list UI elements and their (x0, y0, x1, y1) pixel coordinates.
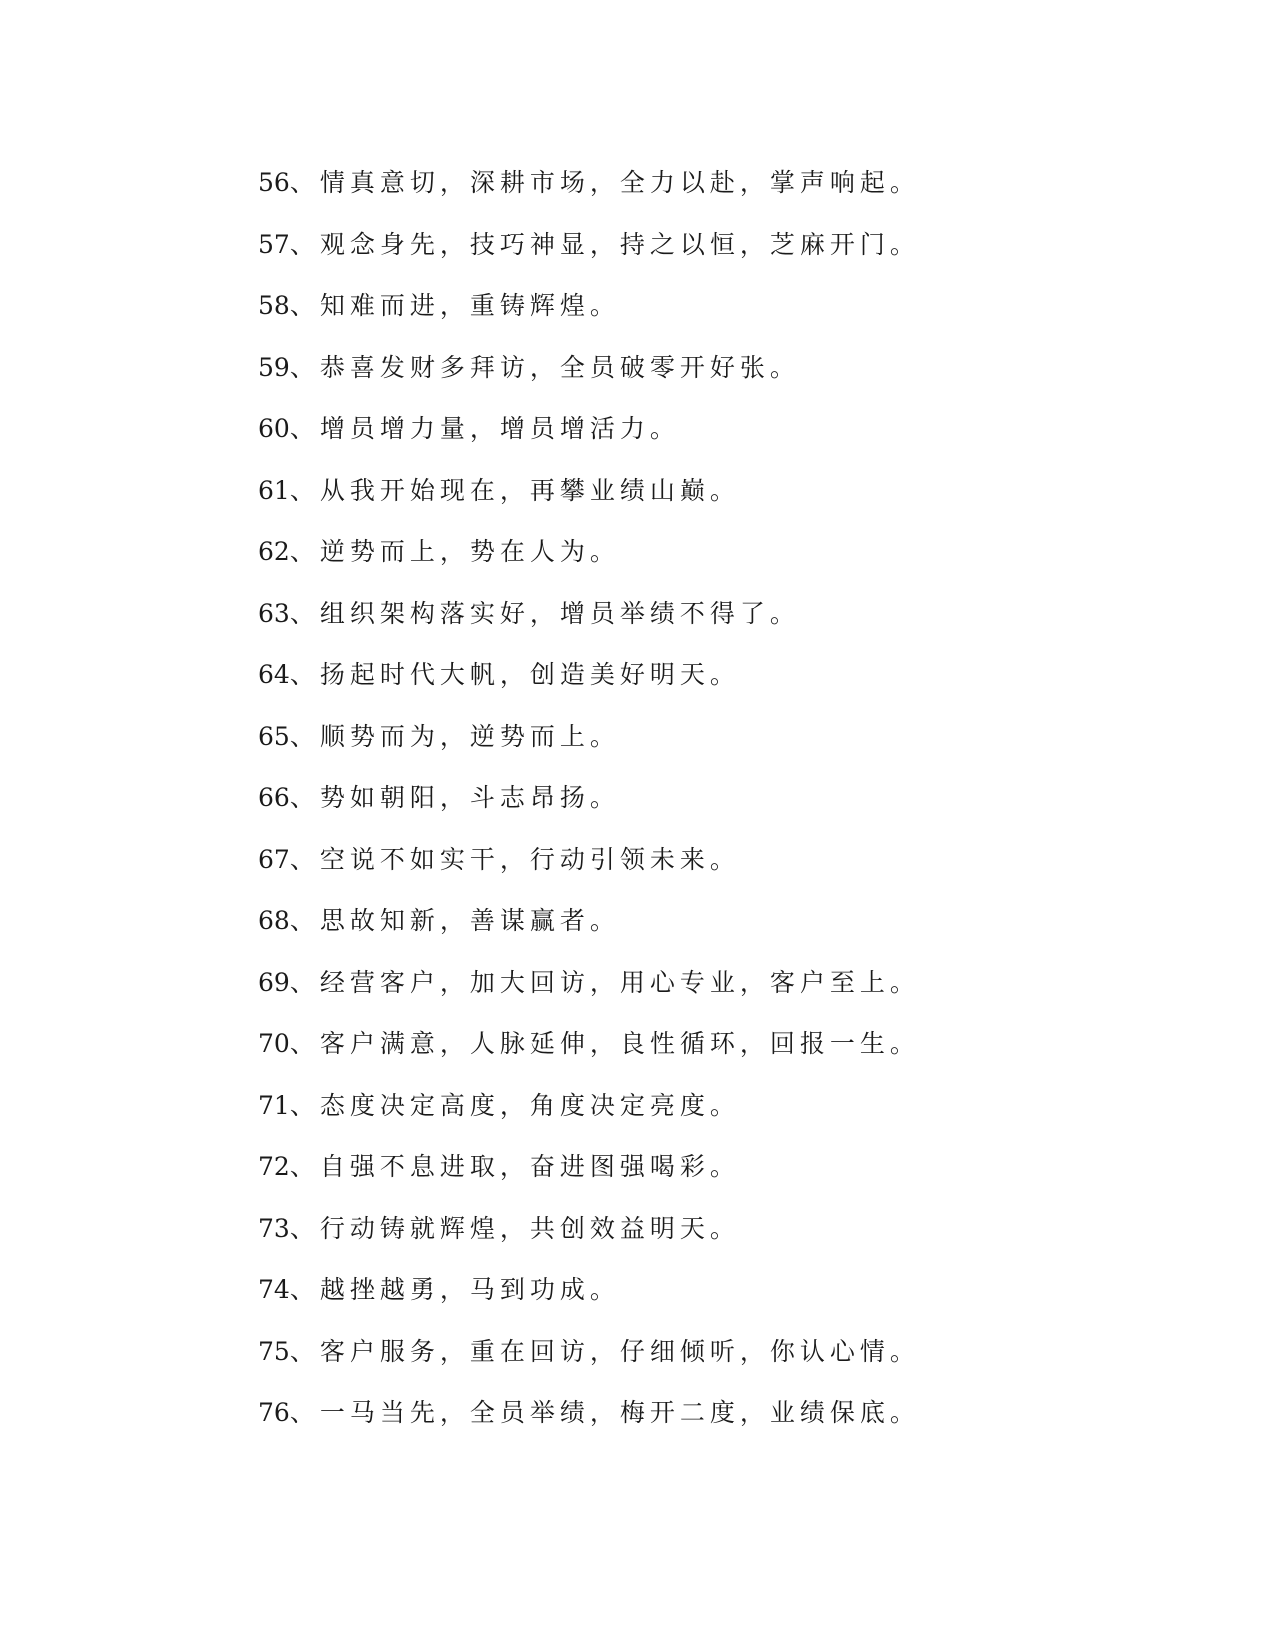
item-text: 、从我开始现在，再攀业绩山巅。 (289, 475, 740, 505)
list-item (258, 840, 1158, 902)
item-number: 66 (258, 783, 290, 812)
list-item (258, 1147, 1158, 1209)
list-item (258, 471, 1158, 533)
slogan-list (258, 163, 1158, 1455)
item-number: 74 (258, 1275, 290, 1304)
item-text: 、态度决定高度，角度决定亮度。 (289, 1090, 740, 1120)
item-number: 65 (258, 721, 290, 751)
list-item (258, 1024, 1158, 1086)
item-text: 、势如朝阳，斗志昂扬。 (289, 783, 620, 812)
item-text: 、情真意切，深耕市场，全力以赴，掌声响起。 (289, 168, 920, 197)
item-text: 、越挫越勇，马到功成。 (289, 1275, 620, 1304)
item-number: 71 (258, 1090, 290, 1120)
list-item (258, 1332, 1158, 1394)
item-number: 68 (258, 906, 290, 935)
list-item (258, 1393, 1158, 1455)
item-text: 、空说不如实干，行动引领未来。 (289, 844, 740, 874)
item-number: 63 (258, 598, 290, 628)
item-text: 、增员增力量，增员增活力。 (289, 414, 680, 443)
item-number: 72 (258, 1152, 290, 1181)
list-item (258, 901, 1158, 963)
item-text: 、顺势而为，逆势而上。 (289, 721, 620, 751)
item-text: 、观念身先，技巧神显，持之以恒，芝麻开门。 (289, 229, 920, 259)
list-item (258, 225, 1158, 287)
item-text: 、逆势而上，势在人为。 (289, 537, 620, 566)
list-item (258, 778, 1158, 840)
item-text: 、行动铸就辉煌，共创效益明天。 (289, 1213, 740, 1243)
item-number: 67 (258, 844, 290, 874)
item-text: 、知难而进，重铸辉煌。 (289, 291, 620, 320)
item-number: 76 (258, 1398, 290, 1427)
list-item (258, 1086, 1158, 1148)
item-number: 60 (258, 414, 290, 443)
item-number: 59 (258, 352, 290, 382)
item-number: 58 (258, 291, 290, 320)
item-text: 、经营客户，加大回访，用心专业，客户至上。 (289, 967, 920, 997)
item-text: 、扬起时代大帆，创造美好明天。 (289, 660, 740, 689)
list-item (258, 286, 1158, 348)
item-number: 57 (258, 229, 290, 259)
item-text: 、思故知新，善谋赢者。 (289, 906, 620, 935)
item-number: 64 (258, 660, 290, 689)
item-text: 、自强不息进取，奋进图强喝彩。 (289, 1152, 740, 1181)
item-number: 69 (258, 967, 290, 997)
item-text: 、组织架构落实好，增员举绩不得了。 (289, 598, 800, 628)
item-text: 、客户满意，人脉延伸，良性循环，回报一生。 (289, 1029, 920, 1058)
list-item (258, 717, 1158, 779)
item-number: 73 (258, 1213, 290, 1243)
item-number: 56 (258, 168, 290, 197)
list-item (258, 655, 1158, 717)
list-item (258, 594, 1158, 656)
item-number: 70 (258, 1029, 290, 1058)
list-item (258, 348, 1158, 410)
item-number: 61 (258, 475, 290, 505)
item-number: 62 (258, 537, 290, 566)
item-number: 75 (258, 1336, 290, 1366)
item-text: 、恭喜发财多拜访，全员破零开好张。 (289, 352, 800, 382)
list-item (258, 163, 1158, 225)
item-text: 、一马当先，全员举绩，梅开二度，业绩保底。 (289, 1398, 920, 1427)
list-item (258, 409, 1158, 471)
list-item (258, 963, 1158, 1025)
list-item (258, 532, 1158, 594)
list-item (258, 1270, 1158, 1332)
list-item (258, 1209, 1158, 1271)
item-text: 、客户服务，重在回访，仔细倾听，你认心情。 (289, 1336, 920, 1366)
